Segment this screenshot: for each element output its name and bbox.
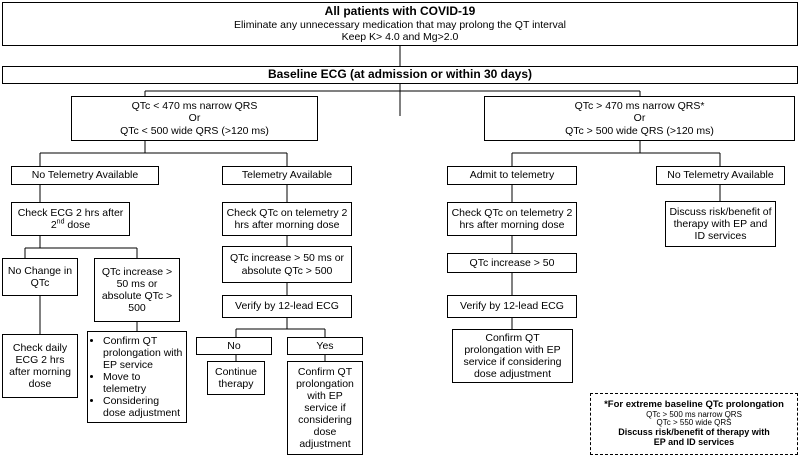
qtc-increase-telemetry-box <box>222 246 352 283</box>
check-qtc-telemetry-box <box>222 202 352 236</box>
continue-label: Continue therapy <box>214 365 258 390</box>
criteria-or: Or <box>633 112 646 125</box>
verify-label: Verify by 12-lead ECG <box>460 300 564 313</box>
footnote-box <box>590 393 798 455</box>
actions-list-box <box>87 331 187 423</box>
no-telemetry-right-box <box>656 166 785 185</box>
criteria-line: QTc < 470 ms narrow QRS <box>131 100 258 113</box>
qtc-increase-admit-box <box>447 253 577 273</box>
no-change-box <box>2 258 78 296</box>
verify-12-lead-box <box>222 295 352 318</box>
discuss-risk-box <box>665 201 776 247</box>
check-ecg-2hrs-box <box>11 202 130 236</box>
yes-label: Yes <box>316 339 334 352</box>
ordinal-suffix: nd <box>56 218 65 226</box>
footnote-line: QTc > 500 ms narrow QRS <box>646 409 742 419</box>
qtc-increase-label: QTc increase > 50 ms or absolute QTc > 500 <box>101 265 173 315</box>
check-qtc-label: Check QTc on telemetry 2 hrs after morning dose <box>226 206 348 231</box>
all-patients-title: All patients with COVID-19 <box>324 4 476 19</box>
telemetry-label: Telemetry Available <box>241 169 333 182</box>
confirm-prolongation-box <box>287 361 363 455</box>
telemetry-available-box <box>222 166 352 185</box>
no-label: No <box>227 339 241 352</box>
check-ecg-dose-number: 2 <box>50 219 57 231</box>
qtc-increase-label: QTc increase > 50 <box>469 256 555 269</box>
yes-box <box>287 337 363 355</box>
check-ecg-pre: Check ECG 2 hrs after <box>17 206 124 219</box>
no-telemetry-label: No Telemetry Available <box>667 169 774 182</box>
confirm-prolongation-admit-box <box>452 329 573 383</box>
criteria-line: QTc < 500 wide QRS (>120 ms) <box>120 124 269 137</box>
electrolyte-target-text: Keep K> 4.0 and Mg>2.0 <box>341 30 459 43</box>
action-item: • Confirm QT prolongation with EP service <box>103 335 183 371</box>
check-ecg-dose <box>51 219 90 231</box>
footnote-line: Discuss risk/benefit of therapy with <box>618 427 770 438</box>
check-qtc-admit-box <box>447 202 577 236</box>
check-ecg-text <box>18 207 124 219</box>
discuss-label: Discuss risk/benefit of therapy with EP and ID services <box>669 205 772 243</box>
actions-list <box>91 335 183 419</box>
footnote-line: EP and ID services <box>653 437 735 448</box>
admit-label: Admit to telemetry <box>469 169 555 182</box>
check-daily-ecg-box <box>2 334 78 398</box>
admit-telemetry-box <box>447 166 577 185</box>
criteria-line: QTc > 500 wide QRS (>120 ms) <box>565 124 714 137</box>
baseline-ecg-label: Baseline ECG (at admission or within 30 days) <box>267 67 533 82</box>
action-item: • Move to telemetry <box>103 371 183 395</box>
verify-label: Verify by 12-lead ECG <box>235 300 339 313</box>
qtc-increase-box <box>94 258 180 322</box>
no-box <box>196 337 272 355</box>
criteria-line: QTc > 470 ms narrow QRS* <box>574 100 705 113</box>
right-criteria-box <box>484 96 795 141</box>
continue-therapy-box <box>207 361 265 395</box>
check-daily-label: Check daily ECG 2 hrs after morning dose <box>9 341 71 391</box>
confirm-label: Confirm QT prolongation with EP service if considering dose adjustment <box>296 365 354 451</box>
confirm-label: Confirm QT prolongation with EP service if considering dose adjustment <box>463 331 562 381</box>
verify-12-lead-admit-box <box>447 295 577 318</box>
no-change-label: No Change in QTc <box>7 264 73 289</box>
baseline-ecg-box <box>2 66 798 84</box>
no-telemetry-label: No Telemetry Available <box>31 169 139 182</box>
no-telemetry-available-box <box>11 166 159 185</box>
footnote-title: *For extreme baseline QTc prolongation <box>604 399 784 411</box>
action-item: • Considering dose adjustment <box>103 395 183 419</box>
all-patients-box <box>2 2 798 46</box>
check-ecg-post: dose <box>67 219 91 231</box>
check-qtc-label: Check QTc on telemetry 2 hrs after morning dose <box>451 206 573 231</box>
left-criteria-box <box>71 96 318 141</box>
eliminate-medication-text: Eliminate any unnecessary medication that may prolong the QT interval <box>234 18 566 31</box>
footnote-line: QTc > 550 wide QRS <box>656 418 732 428</box>
qtc-increase-label: QTc increase > 50 ms or absolute QTc > 500 <box>229 252 345 277</box>
criteria-or: Or <box>188 112 201 125</box>
